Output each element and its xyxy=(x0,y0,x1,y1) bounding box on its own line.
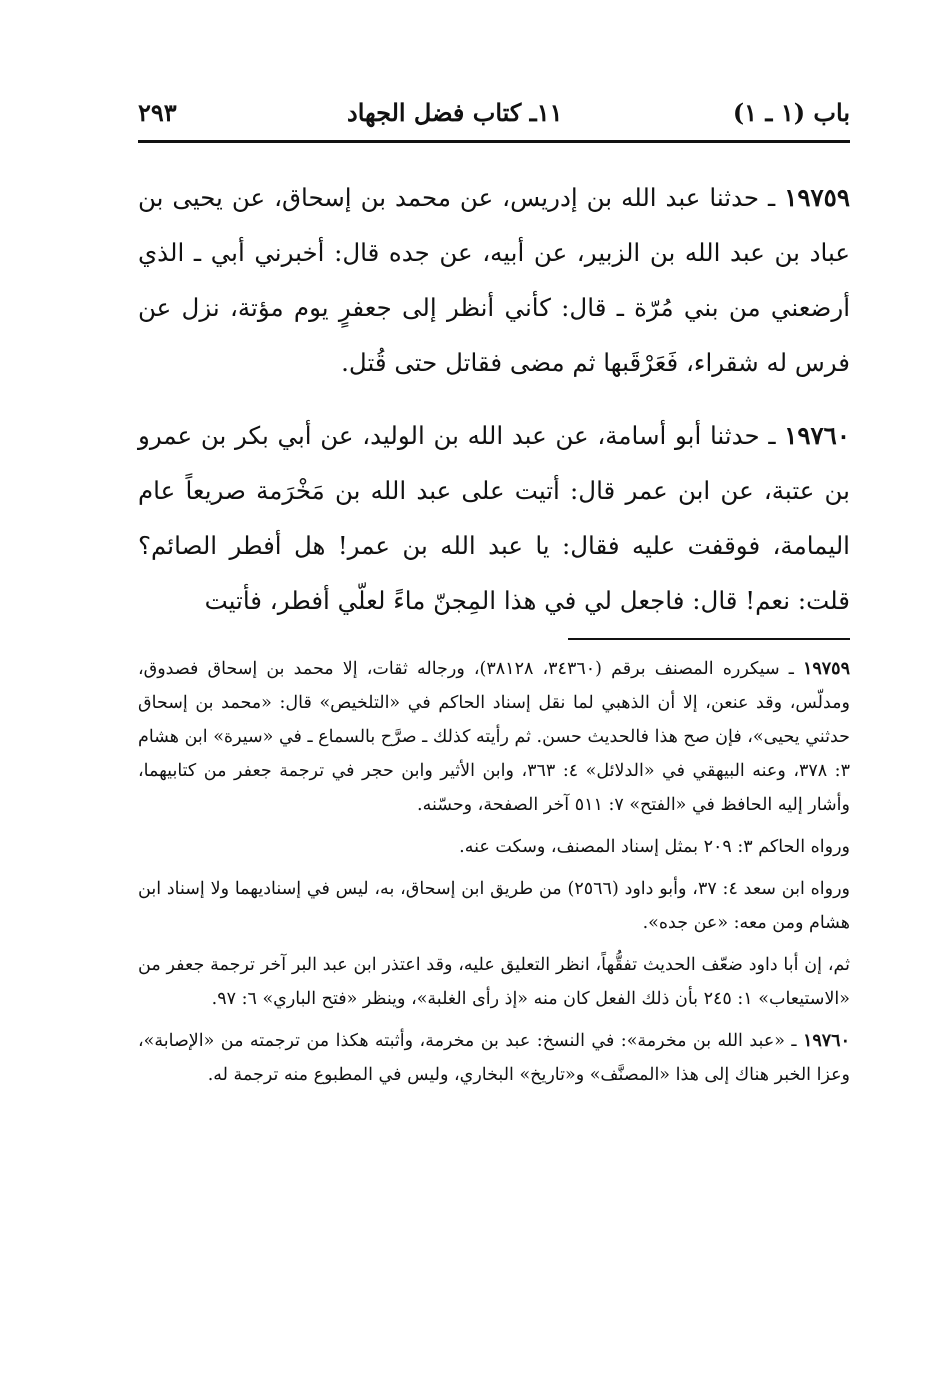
hadith-paragraph xyxy=(138,170,850,390)
running-header xyxy=(138,92,850,132)
header-divider xyxy=(138,140,850,143)
footnote-number: ١٩٧٦٠ xyxy=(802,1031,850,1051)
footnotes xyxy=(138,652,850,1100)
footnote-text: ـ سيكرره المصنف برقم (٣٤٣٦٠، ٣٨١٢٨)، ورجاله ثقات، إلا محمد بن إسحاق فصدوق، ومدلّس، وقد عنعن، إلا أن الذهبي لما نقل إسناد الحاكم في «التلخيص» قال: «محمد بن إسحاق حدثني يحيى»، فإن صح هذا فالحديث حسن. ثم رأيته كذلك ـ صرَّح بالسماع ـ في «سيرة» ابن هشام ٣: ٣٧٨، وعنه البيهقي في «الدلائل» ٤: ٣٦٣، وابن الأثير وابن حجر في ترجمة جعفر من كتابيهما، وأشار إليه الحافظ في «الفتح» ٧: ٥١١ آخر الصفحة، وحسّنه. xyxy=(138,659,850,815)
footnote-paragraph xyxy=(138,1024,850,1092)
footnote-text: ورواه الحاكم ٣: ٢٠٩ بمثل إسناد المصنف، وسكت عنه. xyxy=(459,837,850,857)
footnote-paragraph xyxy=(138,830,850,864)
hadith-paragraph xyxy=(138,408,850,628)
page-number: ٢٩٣ xyxy=(138,97,177,127)
footnote-text: ـ «عبد الله بن مخرمة»: في النسخ: عبد بن مخرمة، وأثبته هكذا من ترجمته من «الإصابة»، وعزا الخبر هناك إلى هذا «المصنَّف» و«تاريخ» البخاري، وليس في المطبوع منه ترجمة له. xyxy=(138,1031,850,1085)
hadith-number: ١٩٧٦٠ xyxy=(784,421,850,450)
footnote-text: ورواه ابن سعد ٤: ٣٧، وأبو داود (٢٥٦٦) من طريق ابن إسحاق، به، ليس في إسناديهما ولا إسناد ابن هشام ومن معه: «عن جده». xyxy=(138,879,850,933)
hadith-text: ـ حدثنا أبو أسامة، عن عبد الله بن الوليد، عن أبي بكر بن عمرو بن عتبة، عن ابن عمر قال: أتيت على عبد الله بن مَخْرَمة صريعاً عام اليمامة، فوقفت عليه فقال: يا عبد الله بن عمر! هل أفطر الصائم؟ قلت: نعم! قال: فاجعل لي في هذا المِجنّ ماءً لعلّي أفطر، فأتيت xyxy=(138,421,850,615)
footnote-paragraph xyxy=(138,948,850,1016)
footnote-number: ١٩٧٥٩ xyxy=(802,659,850,679)
footnote-divider xyxy=(568,638,850,640)
main-text xyxy=(138,170,850,646)
chapter-title: ١١ـ كتاب فضل الجهاد xyxy=(347,97,563,127)
footnote-text: ثم، إن أبا داود ضعّف الحديث تفقُّهاً، انظر التعليق عليه، وقد اعتذر ابن عبد البر آخر ترجمة جعفر من «الاستيعاب» ١: ٢٤٥ بأن ذلك الفعل كان منه «إذ رأى الغلبة»، وينظر «فتح الباري» ٦: ٩٧. xyxy=(138,955,850,1009)
footnote-paragraph xyxy=(138,872,850,940)
hadith-text: ـ حدثنا عبد الله بن إدريس، عن محمد بن إسحاق، عن يحيى بن عباد بن عبد الله بن الزبير، عن أبيه، عن جده قال: أخبرني أبي ـ الذي أرضعني من بني مُرّة ـ قال: كأني أنظر إلى جعفرٍ يوم مؤتة، نزل عن فرس له شقراء، فَعَرْقَبها ثم مضى فقاتل حتى قُتل. xyxy=(138,183,850,377)
section-label: باب (١ ـ ١) xyxy=(732,97,850,127)
hadith-number: ١٩٧٥٩ xyxy=(784,183,850,212)
footnote-paragraph xyxy=(138,652,850,822)
